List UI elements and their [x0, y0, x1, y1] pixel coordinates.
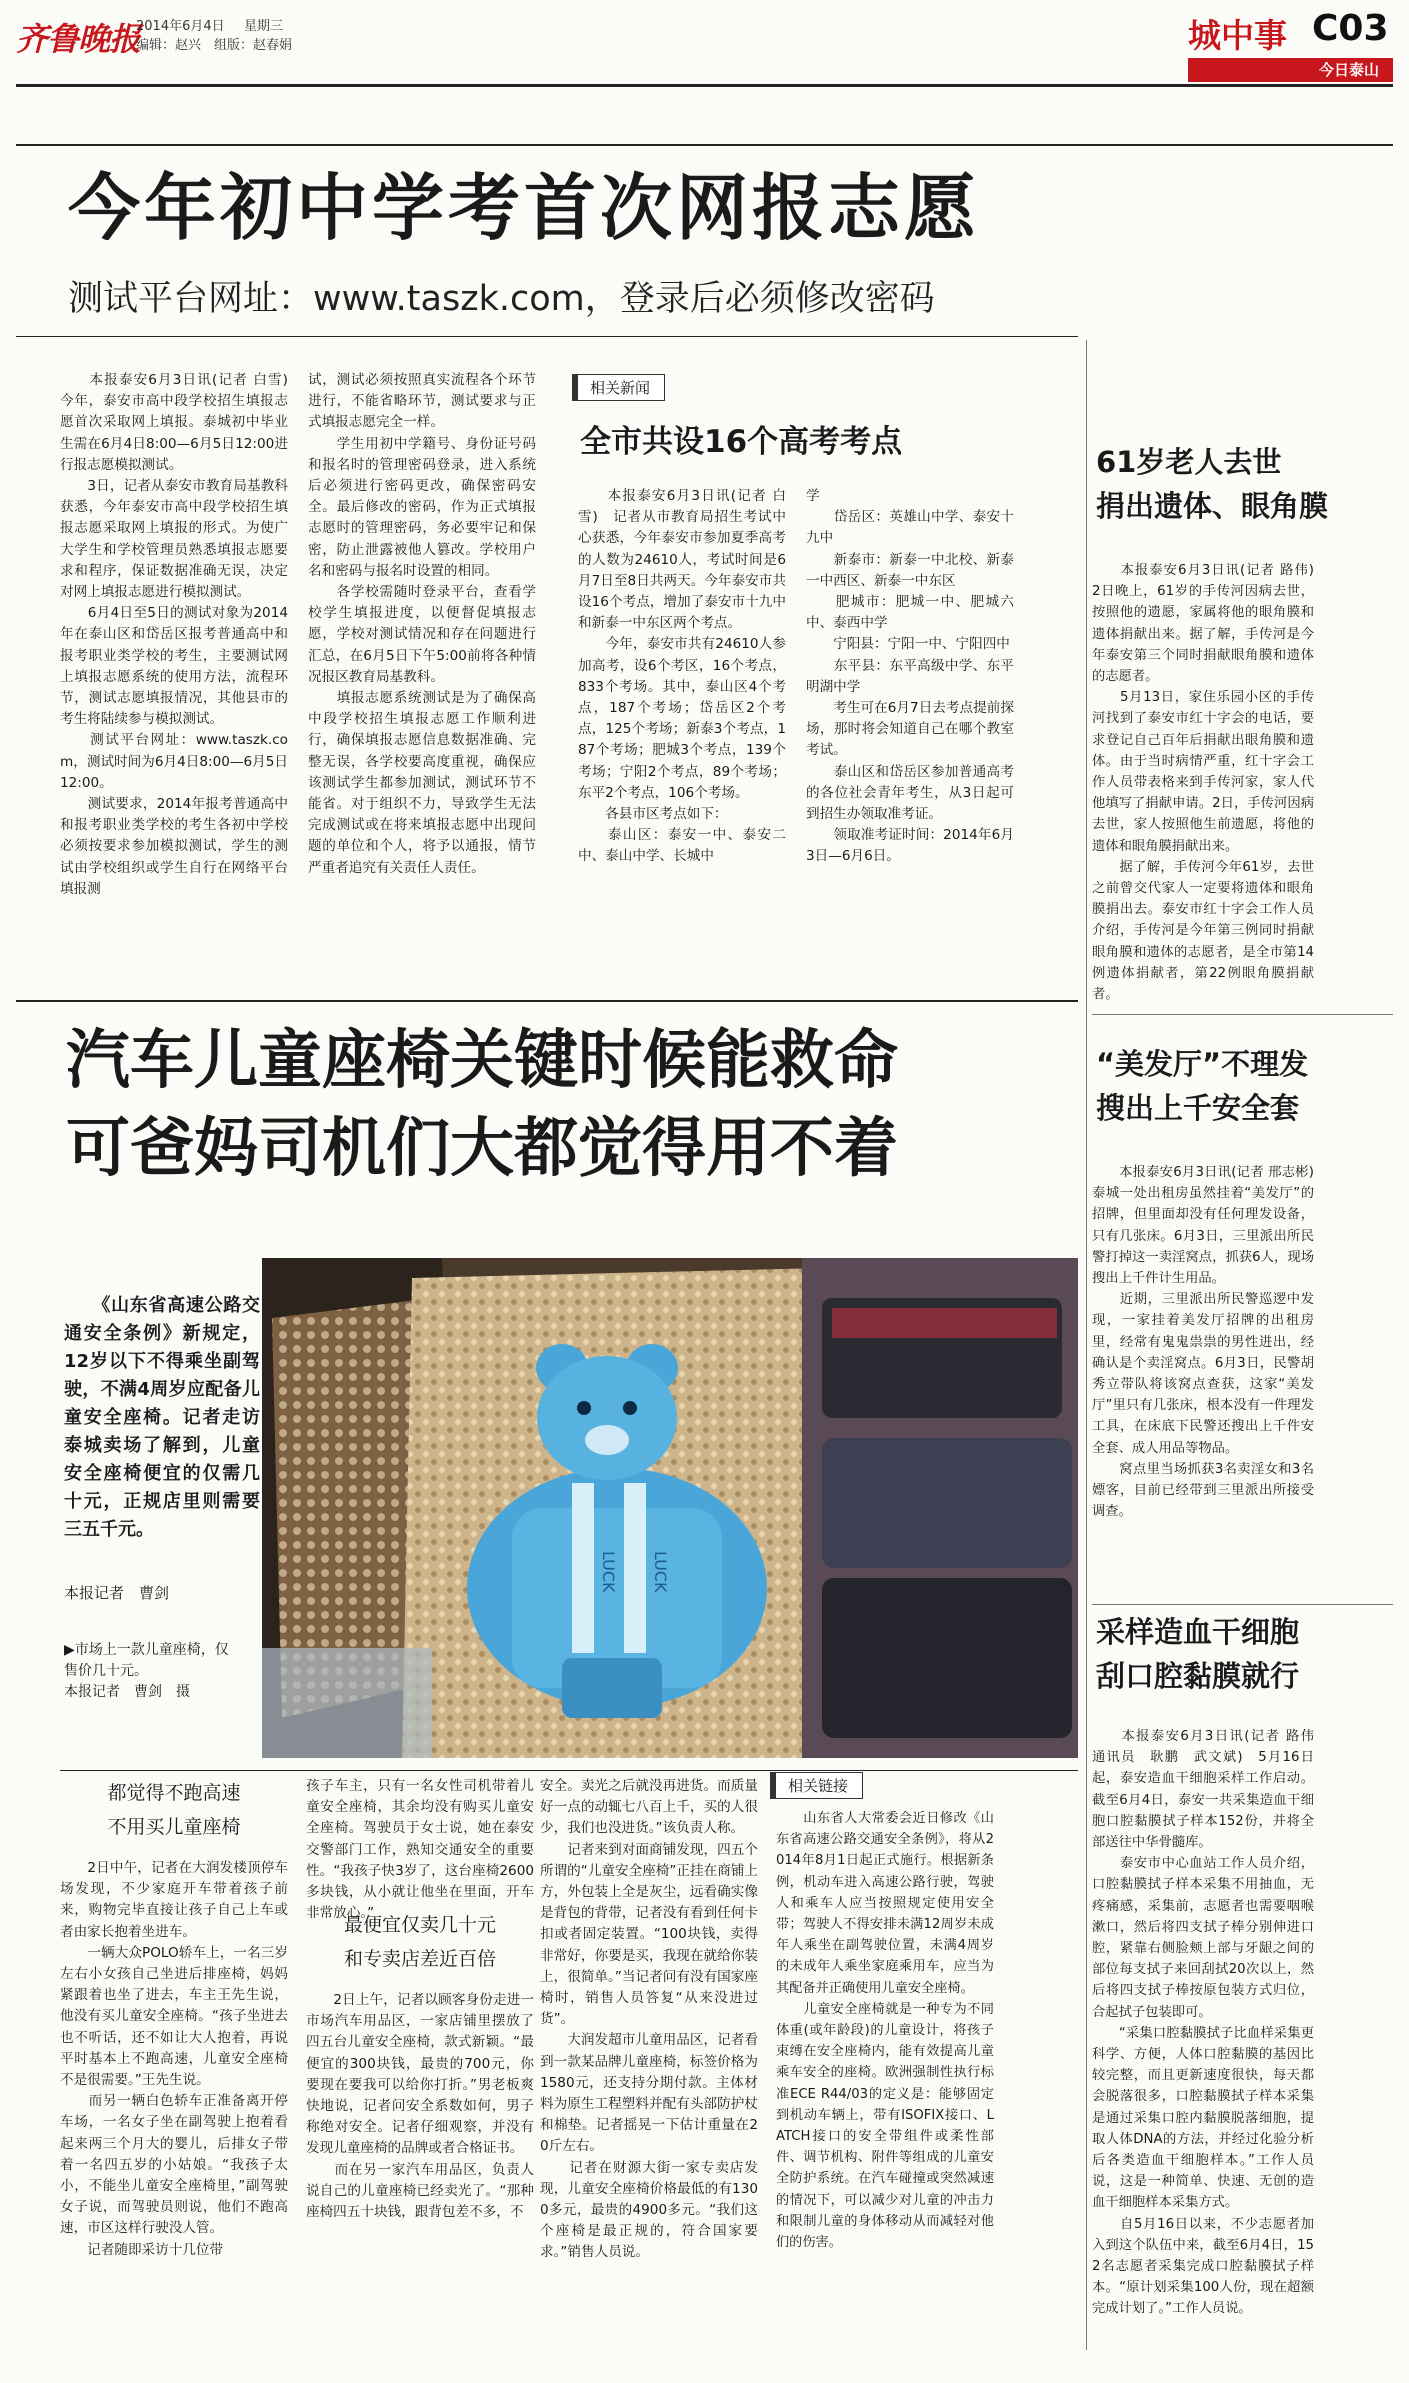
story1-headline: 今年初中学考首次网报志愿	[68, 165, 981, 250]
side2-body: 本报泰安6月3日讯(记者 邢志彬) 泰城一处出租房虽然挂着“美发厅”的招牌，但里面却没有任何理发设备，只有几张床。6月3日，三里派出所民警打掉这一卖淫窝点，抓获6人，现场搜出上千件计生用品。 近期，三里派出所民警巡逻中发现，一家挂着美发厅招牌的出租房里，经常有鬼鬼祟祟的男性进出，经确认是个卖淫窝点。6月3日，民警胡秀立带队将该窝点查获，这家“美发厅”里只有几张床，根本没有一件理发工具，在床底下民警还搜出上千件安全套、成人用品等物品。 窝点里当场抓获3名卖淫女和3名嫖客，目前已经带到三里派出所接受调查。	[1092, 1165, 1314, 1520]
related-news-col1: 本报泰安6月3日讯(记者 白雪) 记者从市教育局招生考试中心获悉，今年泰安市参加夏季高考的人数为24610人，考试时间是6月7日至8日共两天。今年泰安市共设16个考点，增加了泰安市十九中和新泰一中东区两个考点。 今年，泰安市共有24610人参加高考，设6个考区，16个考点，833个考场。其中，泰山区4个考点，187个考场；岱岳区2个考点，125个考场；新泰3个考点，187个考场；肥城3个考点，139个考场；宁阳2个考点，89个考场；东平2个考点，106个考场。 各县市区考点如下： 泰山区：泰安一中、泰安二中、泰山中学、长城中	[578, 488, 786, 865]
story1-col2: 试，测试必须按照真实流程各个环节进行，不能省略环节，测试要求与正式填报志愿完全一样。 学生用初中学籍号、身份证号码和报名时的管理密码登录，进入系统后必须进行密码更改，确保密码安全。最后修改的密码，作为正式填报志愿时的管理密码，务必要牢记和保密，防止泄露被他人篡改。学校用户名和密码与报名时设置的相同。 各学校需随时登录平台，查看学校学生填报进度，以便督促填报志愿，学校对测试情况和存在问题进行汇总，在6月5日下午5:00前将各种情况报区教育局基教科。 填报志愿系统测试是为了确保高中段学校招生填报志愿工作顺利进行，确保填报志愿信息数据准确、完整无误，各学校要高度重视，确保应该测试学生都参加测试，测试环节不能省。对于组织不力，导致学生无法完成测试或在将来填报志愿中出现问题的单位和个人，将予以通报，情节严重者追究有关责任人责任。	[308, 372, 536, 876]
masthead-rule	[16, 84, 1393, 87]
paper-logo: 齐鲁晚报	[16, 20, 141, 58]
related-news-headline: 全市共设16个高考考点	[580, 424, 903, 460]
story2-subhead-2: 最便宜仅卖几十元 和专卖店差近百倍	[343, 1914, 496, 1970]
section-label: 城中事	[1188, 16, 1287, 55]
story1-sub-rule	[16, 336, 1078, 337]
side3-headline: 采样造血干细胞 刮口腔黏膜就行	[1096, 1615, 1300, 1693]
related-news-col2: 学 岱岳区：英雄山中学、泰安十九中 新泰市：新泰一中北校、新泰一中西区、新泰一中东区 肥城市：肥城一中、肥城六中、泰西中学 宁阳县：宁阳一中、宁阳四中 东平县：东平高级中学、东平明湖中学 考生可在6月7日去考点提前探场，那时将会知道自己在哪个教室考试。 泰山区和岱岳区参加普通高考的各位社会青年考生，从3日起可到招生办领取准考证。 领取准考证时间：2014年6月3日—6月6日。	[806, 488, 1014, 865]
edition-badge: 今日泰山	[1188, 58, 1393, 82]
story2-headline-1: 汽车儿童座椅关键时候能救命	[66, 1023, 898, 1098]
related-news-tag: 相关新闻	[572, 374, 665, 401]
story2-col1: 2日中午，记者在大润发楼顶停车场发现，不少家庭开车带着孩子前来，购物完毕直接让孩子自己上车或者由家长抱着坐进车。 一辆大众POLO轿车上，一名三岁左右小女孩自己坐进后排座椅，妈妈紧跟着也坐了进去，车主王先生说，他没有买儿童安全座椅。“孩子坐进去也不听话，还不如让大人抱着，再说平时基本上不跑高速，儿童安全座椅不是很需要。”王先生说。 而另一辆白色轿车正准备离开停车场，一名女子坐在副驾驶上抱着看起来两三个月大的婴儿，后排女子带着一名四五岁的小姑娘。“我孩子太小，不能坐儿童安全座椅里，”副驾驶女子说，而驾驶员则说，他们不跑高速，市区这样行驶没人管。 记者随即采访十几位带	[60, 1860, 288, 2258]
seat-strap-text: LUCK	[599, 1551, 618, 1593]
story2-col4: 山东省人大常委会近日修改《山东省高速公路交通安全条例》，将从2014年8月1日起正式施行。根据新条例，机动车进入高速公路行驶，驾驶人和乘车人应当按照规定使用安全带；驾驶人不得安排未满12周岁未成年人乘坐在副驾驶位置，未满4周岁的未成年人乘坐家庭乘用车，应当为其配备并正确使用儿童安全座椅。 儿童安全座椅就是一种专为不同体重(或年龄段)的儿童设计，将孩子束缚在安全座椅内，能有效提高儿童乘车安全的座椅。欧洲强制性执行标准ECE R44/03的定义是：能够固定到机动车辆上，带有ISOFIX接口、LATCH接口的安全带组件或柔性部件、调节机构、附件等组成的儿童安全防护系统。在汽车碰撞或突然减速的情况下，可以减少对儿童的冲击力和限制儿童的身体移动从而减轻对他们的伤害。	[776, 1811, 994, 2251]
story2-photo-caption: ▶市场上一款儿童座椅，仅售价几十元。 本报记者 曹剑 摄	[64, 1642, 229, 1700]
side2-headline: “美发厅”不理发 搜出上千安全套	[1096, 1047, 1309, 1125]
story2-headline-2: 可爸妈司机们大都觉得用不着	[66, 1111, 898, 1186]
top-rule	[16, 144, 1393, 146]
side2-top-rule	[1092, 1014, 1393, 1015]
story2-col2a: 孩子车主，只有一名女性司机带着儿童安全座椅，其余均没有购买儿童安全座椅。驾驶员于女士说，她在泰安交警部门工作，熟知交通安全的重要性。“我孩子快3岁了，这台座椅2600多块钱，从小就让他坐在里面，开车非常放心。”	[306, 1778, 534, 1922]
child-seat-photo	[262, 1258, 1078, 1758]
story1-col1: 本报泰安6月3日讯(记者 白雪) 今年，泰安市高中段学校招生填报志愿首次采取网上填报。泰城初中毕业生需在6月4日8:00—6月5日12:00进行报志愿模拟测试。 3日，记者从泰安市教育局基教科获悉，今年泰安市高中段学校招生填报志愿采取网上填报的形式。为使广大学生和学校管理员熟悉填报志愿要求和程序，保证数据准确无误，决定对网上填报志愿进行模拟测试。 6月4日至5日的测试对象为2014年在泰山区和岱岳区报考普通高中和报考职业类学校的考生，主要测试网上填报志愿系统的使用方法，流程环节，测试志愿填报情况，其他县市的考生将陆续参与模拟测试。 测试平台网址：www.taszk.com，测试时间为6月4日8:00—6月5日12:00。 测试要求，2014年报考普通高中和报考职业类学校的考生各初中学校必须按要求参加模拟测试，学生的测试由学校组织或学生自行在网络平台填报测	[60, 372, 288, 897]
story2-byline: 本报记者 曹剑	[64, 1584, 170, 1602]
story2-top-rule	[16, 1000, 1078, 1002]
story1-subheadline: 测试平台网址：www.taszk.com，登录后必须修改密码	[68, 279, 935, 319]
seat-strap-text: LUCK	[651, 1551, 670, 1593]
child-seat-illustration	[262, 1258, 1078, 1758]
side1-body: 本报泰安6月3日讯(记者 路伟) 2日晚上，61岁的手传河因病去世，按照他的遗愿，家属将他的眼角膜和遗体捐献出来。据了解，手传河是今年泰安第三个同时捐献眼角膜和遗体的志愿者。 5月13日，家住乐园小区的手传河找到了泰安市红十字会的电话，要求登记自己百年后捐献出眼角膜和遗体。由于当时病情严重，红十字会工作人员带表格来到手传河家，家人代他填写了捐献申请。2日，手传河因病去世，家人按照他生前遗愿，将他的遗体和眼角膜捐献出来。 据了解，手传河今年61岁，去世之前曾交代家人一定要将遗体和眼角膜捐出去。泰安市红十字会工作人员介绍，手传河是今年第三例同时捐献眼角膜和遗体的志愿者，是全市第14例遗体捐献者，第22例眼角膜捐献者。	[1092, 563, 1314, 1003]
related-link-tag: 相关链接	[770, 1772, 863, 1799]
right-column-divider	[1086, 340, 1087, 2350]
side3-top-rule	[1092, 1604, 1393, 1605]
story2-subhead-1: 都觉得不跑高速 不用买儿童座椅	[107, 1782, 241, 1838]
issue-date: 2014年6月4日	[136, 19, 225, 34]
page-number: C03	[1312, 8, 1389, 49]
side3-body: 本报泰安6月3日讯(记者 路伟 通讯员 耿鹏 武文斌) 5月16日起，泰安造血干细胞采样工作启动。截至6月4日，泰安一共采集造血干细胞口腔黏膜拭子样本152份，并将全部送往中华骨髓库。 泰安市中心血站工作人员介绍，口腔黏膜拭子样本采集不用抽血，无疼痛感，采集前，志愿者也需要咽喉漱口，然后将四支拭子棒分别伸进口腔，紧靠右侧脸颊上部与牙龈之间的部位每支拭子来回刮拭20次以上，然后将四支拭子棒按原包装方式归位，合起拭子包装即可。 “采集口腔黏膜拭子比血样采集更科学、方便，人体口腔黏膜的基因比较完整，而且更新速度很快，每天都会脱落很多，口腔黏膜拭子样本采集是通过采集口腔内黏膜脱落细胞，提取人体DNA的方法，并经过化验分析后各类造血干细胞样本。”工作人员说，这是一种简单、快速、无创的造血干细胞样本采集方式。 自5月16日以来，不少志愿者加入到这个队伍中来，截至6月4日，152名志愿者采集完成口腔黏膜拭子样本。“原计划采集100人份，现在超额完成计划了。”工作人员说。	[1092, 1729, 1314, 2317]
story2-col3: 安全。卖光之后就没再进货。而质量好一点的动辄七八百上千，买的人很少，我们也没进货。”该负责人称。 记者来到对面商铺发现，四五个所谓的“儿童安全座椅”正挂在商铺上方，外包装上全是灰尘，远看确实像是背包的背带，记者没有看到任何卡扣或者固定装置。“100块钱，卖得非常好，你要是买，我现在就给你装上，很简单。”当记者问有没有国家座椅时，销售人员答复“从来没进过货”。 大润发超市儿童用品区，记者看到一款某品牌儿童座椅，标签价格为1580元，还支持分期付款。主体材料为原生工程塑料并配有头部防护杖和棉垫。记者摇晃一下估计重量在20斤左右。 记者在财源大街一家专卖店发现，儿童安全座椅价格最低的有1300多元，最贵的4900多元。“我们这个座椅是最正规的，符合国家要求。”销售人员说。	[540, 1778, 758, 2261]
story2-lead: 《山东省高速公路交通安全条例》新规定，12岁以下不得乘坐副驾驶，不满4周岁应配备儿童安全座椅。记者走访泰城卖场了解到，儿童安全座椅便宜的仅需几十元，正规店里则需要三五千元。	[64, 1295, 260, 1540]
story2-col2b: 2日上午，记者以顾客身份走进一市场汽车用品区，一家店铺里摆放了四五台儿童安全座椅，款式新颖。“最便宜的300块钱，最贵的700元，你要现在要我可以给你打折。”男老板爽快地说，记者问安全系数如何，男子称绝对安全。记者仔细观察，并没有发现儿童座椅的品牌或者合格证书。 而在另一家汽车用品区，负责人说自己的儿童座椅已经卖光了。“那种座椅四五十块钱，跟背包差不多，不	[306, 1992, 534, 2221]
side1-headline: 61岁老人去世 捐出遗体、眼角膜	[1096, 445, 1329, 523]
editor-credits: 编辑：赵兴 组版：赵春娟	[136, 38, 293, 53]
story2-body-rule	[60, 1770, 1078, 1771]
issue-weekday: 星期三	[244, 19, 284, 34]
